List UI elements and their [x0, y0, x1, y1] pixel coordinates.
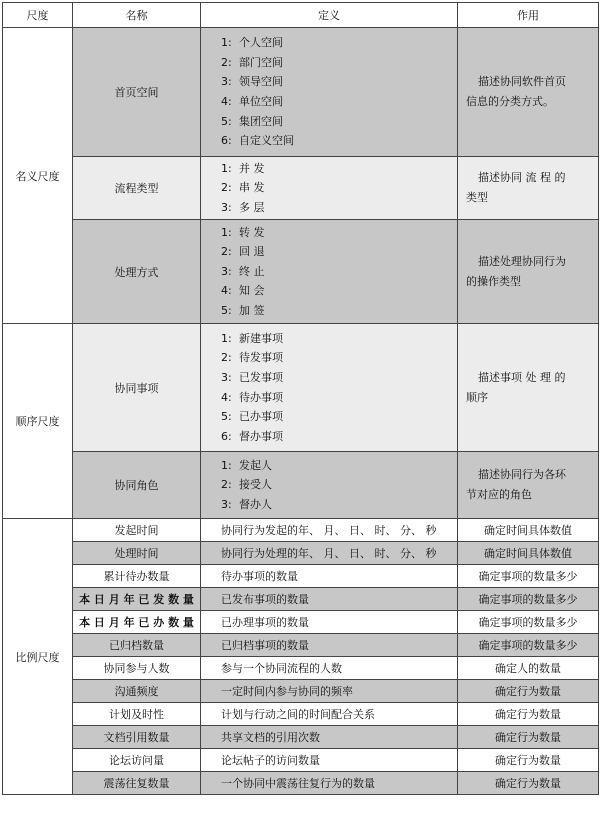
row-name: 震荡往复数量 — [73, 772, 201, 795]
definition-list — [201, 28, 458, 157]
row-definition: 一定时间内参与协同的频率 — [201, 680, 458, 703]
row-name: 文档引用数量 — [73, 726, 201, 749]
dimension-nominal: 名义尺度 — [3, 28, 73, 324]
row-definition: 论坛帖子的访问数量 — [201, 749, 458, 772]
header-definition: 定义 — [201, 3, 458, 28]
header-purpose: 作用 — [458, 3, 599, 28]
list-item: 3: 领导空间 — [221, 75, 283, 89]
list-item: 3: 已发事项 — [221, 370, 283, 384]
list-item: 1: 转 发 — [221, 225, 265, 239]
table-row — [3, 157, 599, 220]
table-row — [3, 324, 599, 452]
header-dimension: 尺度 — [3, 3, 73, 28]
row-purpose: 确定时间具体数值 — [458, 542, 599, 565]
table-row — [3, 772, 599, 795]
purpose-cell: 描述协同 流 程 的 类型 — [458, 157, 599, 220]
list-item: 4: 单位空间 — [221, 95, 283, 108]
list-item: 1: 发起人 — [221, 458, 272, 472]
table-row — [3, 611, 599, 634]
list-item: 2: 回 退 — [221, 245, 265, 259]
row-name: 论坛访问量 — [73, 749, 201, 772]
list-item: 1: 个人空间 — [221, 36, 283, 50]
row-definition: 一个协同中震荡往复行为的数量 — [201, 772, 458, 795]
list-item: 5: 加 签 — [221, 303, 265, 317]
purpose-cell: 描述协同行为各环 节对应的角色 — [458, 452, 599, 519]
table-row — [3, 28, 599, 157]
table-row — [3, 452, 599, 519]
row-definition: 共享文档的引用次数 — [201, 726, 458, 749]
dimension-ordinal: 顺序尺度 — [3, 324, 73, 519]
row-purpose: 确定事项的数量多少 — [458, 588, 599, 611]
row-name: 处理方式 — [73, 220, 201, 324]
list-item: 6: 督办事项 — [221, 429, 283, 443]
row-purpose: 确定行为数量 — [458, 680, 599, 703]
row-definition: 待办事项的数量 — [201, 565, 458, 588]
definition-list — [201, 157, 458, 220]
row-definition: 已办理事项的数量 — [201, 611, 458, 634]
row-purpose: 确定行为数量 — [458, 772, 599, 795]
row-purpose: 确定行为数量 — [458, 749, 599, 772]
row-definition: 参与一个协同流程的人数 — [201, 657, 458, 680]
list-item: 2: 待发事项 — [221, 351, 283, 365]
row-name: 首页空间 — [73, 28, 201, 157]
table-row — [3, 749, 599, 772]
row-name: 协同事项 — [73, 324, 201, 452]
list-item: 4: 知 会 — [221, 284, 265, 298]
table-row — [3, 220, 599, 324]
list-item: 4: 待办事项 — [221, 390, 283, 404]
list-item: 3: 督办人 — [221, 497, 272, 511]
table-row — [3, 519, 599, 542]
row-name: 流程类型 — [73, 157, 201, 220]
purpose-cell: 描述处理协同行为 的操作类型 — [458, 220, 599, 324]
row-name: 处理时间 — [73, 542, 201, 565]
list-item: 6: 自定义空间 — [221, 134, 294, 148]
purpose-cell: 描述协同软件首页 信息的分类方式。 — [458, 28, 599, 157]
row-definition: 计划与行动之间的时间配合关系 — [201, 703, 458, 726]
list-item: 3: 多 层 — [221, 200, 265, 214]
row-name: 发起时间 — [73, 519, 201, 542]
row-name: 本 日 月 年 已 办 数 量 — [73, 611, 201, 634]
table-row — [3, 726, 599, 749]
row-purpose: 确定事项的数量多少 — [458, 565, 599, 588]
row-definition: 协同行为处理的年、 月、 日、 时、 分、 秒 — [201, 542, 458, 565]
header-row — [3, 3, 599, 28]
row-name: 已归档数量 — [73, 634, 201, 657]
row-purpose: 确定行为数量 — [458, 726, 599, 749]
row-definition: 已归档事项的数量 — [201, 634, 458, 657]
table-row — [3, 680, 599, 703]
row-purpose: 确定事项的数量多少 — [458, 611, 599, 634]
row-name: 累计待办数量 — [73, 565, 201, 588]
row-definition: 协同行为发起的年、 月、 日、 时、 分、 秒 — [201, 519, 458, 542]
list-item: 1: 并 发 — [221, 161, 265, 175]
list-item: 2: 接受人 — [221, 478, 272, 492]
list-item: 1: 新建事项 — [221, 331, 283, 345]
list-item: 3: 终 止 — [221, 264, 265, 278]
table-row — [3, 588, 599, 611]
header-name: 名称 — [73, 3, 201, 28]
row-name: 协同角色 — [73, 452, 201, 519]
measurement-scale-table — [2, 2, 599, 795]
row-purpose: 确定人的数量 — [458, 657, 599, 680]
row-name: 本 日 月 年 已 发 数 量 — [73, 588, 201, 611]
table-row — [3, 657, 599, 680]
definition-list — [201, 452, 458, 519]
definition-list — [201, 324, 458, 452]
list-item: 2: 部门空间 — [221, 55, 283, 69]
table-row — [3, 542, 599, 565]
row-purpose: 确定时间具体数值 — [458, 519, 599, 542]
table-row — [3, 634, 599, 657]
dimension-ratio: 比例尺度 — [3, 519, 73, 795]
row-definition: 已发布事项的数量 — [201, 588, 458, 611]
table-row — [3, 703, 599, 726]
row-purpose: 确定事项的数量多少 — [458, 634, 599, 657]
list-item: 2: 串 发 — [221, 181, 265, 195]
table-row — [3, 565, 599, 588]
row-name: 沟通频度 — [73, 680, 201, 703]
purpose-cell: 描述事项 处 理 的 顺序 — [458, 324, 599, 452]
list-item: 5: 集团空间 — [221, 114, 283, 128]
row-name: 计划及时性 — [73, 703, 201, 726]
row-name: 协同参与人数 — [73, 657, 201, 680]
list-item: 5: 已办事项 — [221, 410, 283, 424]
row-purpose: 确定行为数量 — [458, 703, 599, 726]
definition-list — [201, 220, 458, 324]
